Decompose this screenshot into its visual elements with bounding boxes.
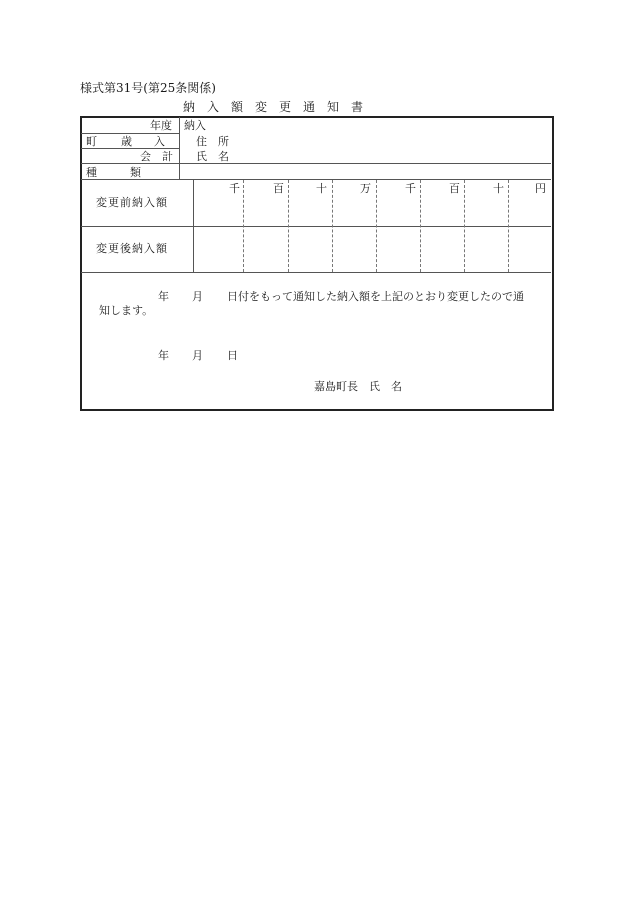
- rule-category-bottom: [81, 179, 551, 180]
- digit-separator: [508, 180, 509, 272]
- account-suffix: 会 計: [140, 150, 173, 163]
- digit-header: 百: [449, 182, 460, 195]
- account-prefix: 町: [86, 135, 97, 148]
- digit-header: 千: [229, 182, 240, 195]
- payer-name-label: 氏 名: [196, 150, 229, 163]
- date-year: 年: [158, 349, 169, 362]
- payer-address-label: 住 所: [196, 135, 229, 148]
- document-title: 納 入 額 変 更 通 知 書: [183, 100, 364, 114]
- date-month: 月: [192, 349, 203, 362]
- digit-separator: [332, 180, 333, 272]
- digit-header: 円: [535, 182, 546, 195]
- rule-year-row: [81, 133, 179, 134]
- digit-separator: [420, 180, 421, 272]
- amount-before-label: 変更前納入額: [96, 196, 168, 209]
- digit-header: 百: [273, 182, 284, 195]
- fiscal-year-label: 年度: [150, 119, 172, 132]
- rule-amount-bottom: [81, 272, 551, 273]
- rule-amount-mid: [81, 226, 551, 227]
- date-day: 日: [227, 349, 238, 362]
- category-label: 種 類: [86, 166, 141, 179]
- signature-line: 嘉島町長 氏 名: [314, 380, 402, 393]
- rule-account-row: [81, 148, 179, 149]
- notice-text-continued: 知します。: [99, 304, 154, 317]
- digit-separator: [376, 180, 377, 272]
- form-number: 様式第31号(第25条関係): [80, 81, 216, 95]
- digit-header: 十: [316, 182, 327, 195]
- payer-label: 納入: [184, 119, 206, 132]
- rule-category-top: [81, 163, 551, 164]
- digit-header: 千: [405, 182, 416, 195]
- account-type: 歳 入: [121, 135, 165, 148]
- digit-separator: [464, 180, 465, 272]
- amount-after-label: 変更後納入額: [96, 242, 168, 255]
- notice-year: 年: [158, 290, 169, 303]
- notice-month: 月: [192, 290, 203, 303]
- digit-header: 万: [360, 182, 371, 195]
- rule-amount-label-column: [193, 179, 194, 272]
- digit-separator: [288, 180, 289, 272]
- rule-left-column: [179, 117, 180, 179]
- digit-header: 十: [493, 182, 504, 195]
- notice-text: 日付をもって通知した納入額を上記のとおり変更したので通: [227, 290, 524, 303]
- digit-separator: [243, 180, 244, 272]
